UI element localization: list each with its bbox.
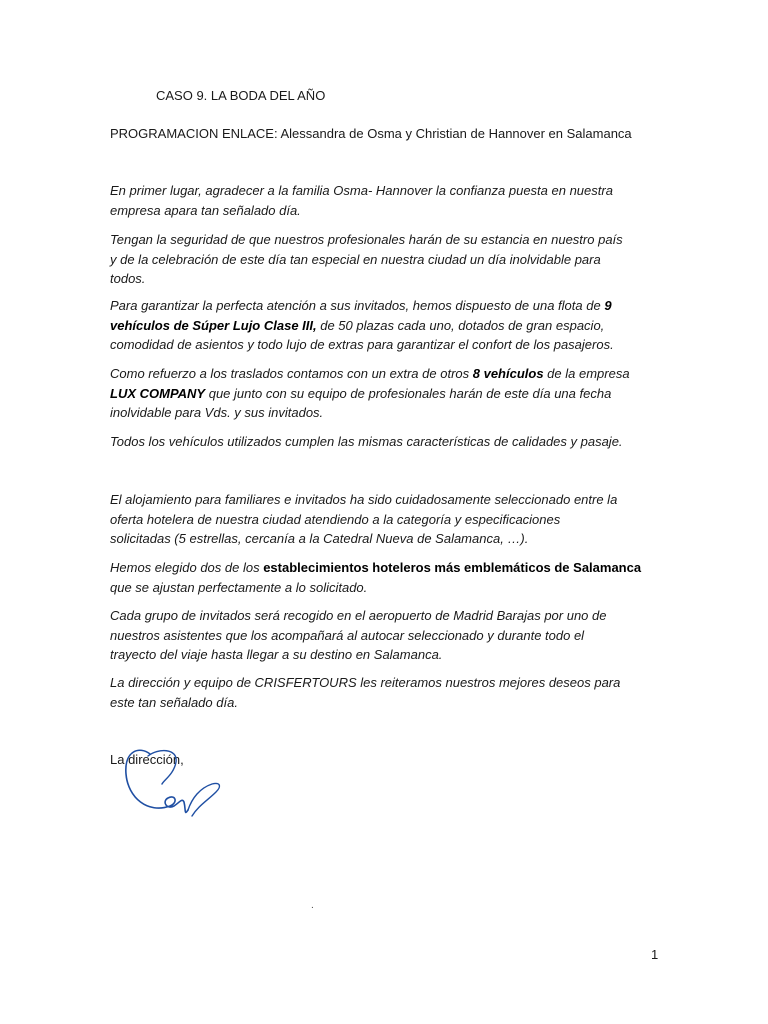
- paragraph-line: En primer lugar, agradecer a la familia Osma- Hannover la confianza puesta en nuestra: [110, 183, 613, 198]
- paragraph-text: de 50 plazas cada uno, dotados de gran espacio,: [316, 317, 605, 333]
- paragraph-line: [110, 558, 670, 578]
- paragraph-line: comodidad de asientos y todo lujo de extras para garantizar el confort de los pasajeros.: [110, 337, 614, 352]
- paragraph-text: Hemos elegido dos de los: [110, 560, 264, 575]
- signature-image: [118, 744, 228, 826]
- paragraph-text: Para garantizar la perfecta atención a sus invitados, hemos dispuesto de una flota de: [110, 298, 601, 313]
- program-line: PROGRAMACION ENLACE: Alessandra de Osma y Christian de Hannover en Salamanca: [110, 126, 632, 141]
- paragraph-line: [110, 296, 670, 316]
- paragraph-reinforcement: [110, 364, 670, 423]
- paragraph-line: y de la celebración de este día tan especial en nuestra ciudad un día inolvidable para: [110, 251, 601, 267]
- paragraph-closing: [110, 673, 670, 712]
- paragraph-line: que se ajustan perfectamente a lo solicitado.: [110, 579, 368, 595]
- paragraph-line: solicitadas (5 estrellas, cercanía a la Catedral Nueva de Salamanca, …).: [110, 531, 529, 546]
- highlight-company: LUX COMPANY: [110, 385, 206, 401]
- paragraph-line: La dirección y equipo de CRISFERTOURS les reiteramos nuestros mejores deseos para: [110, 675, 621, 690]
- paragraph-line: este tan señalado día.: [110, 694, 238, 710]
- paragraph-line: oferta hotelera de nuestra ciudad atendiendo a la categoría y especificaciones: [110, 511, 561, 527]
- highlight-hotels: establecimientos hoteleros más emblemáticos de Salamanca: [263, 560, 642, 575]
- paragraph-fleet: [110, 296, 670, 355]
- paragraph-gratitude: [110, 181, 670, 220]
- paragraph-text: de la empresa: [543, 366, 630, 381]
- signature-stroke-flourish: [148, 751, 176, 784]
- paragraph-line: trayecto del viaje hasta llegar a su destino en Salamanca.: [110, 647, 443, 662]
- paragraph-assurance: [110, 230, 670, 289]
- case-title: CASO 9. LA BODA DEL AÑO: [156, 88, 326, 103]
- highlight-fleet-count: 9: [604, 298, 612, 313]
- stray-mark: .: [311, 900, 314, 911]
- paragraph-line: [110, 364, 670, 384]
- paragraph-vehicle-quality: [110, 432, 670, 452]
- highlight-extra-vehicles: 8 vehículos: [472, 366, 544, 381]
- paragraph-line: nuestros asistentes que los acompañará al autocar seleccionado y durante todo el: [110, 627, 585, 643]
- paragraph-line: [110, 384, 670, 404]
- paragraph-line: empresa apara tan señalado día.: [110, 202, 301, 218]
- signoff-text: La dirección,: [110, 752, 184, 767]
- paragraph-pickup: [110, 606, 670, 665]
- page-number: 1: [651, 947, 659, 962]
- paragraph-line: Cada grupo de invitados será recogido en el aeropuerto de Madrid Barajas por uno de: [110, 608, 607, 623]
- paragraph-text: Como refuerzo a los traslados contamos con un extra de otros: [110, 366, 473, 381]
- signature-stroke-tail: [188, 783, 219, 816]
- paragraph-line: El alojamiento para familiares e invitados ha sido cuidadosamente seleccionado entre la: [110, 492, 618, 507]
- paragraph-accommodation: [110, 490, 670, 549]
- signature-stroke-loop: [126, 750, 188, 812]
- paragraph-line: inolvidable para Vds. y sus invitados.: [110, 405, 324, 420]
- highlight-vehicle-class: vehículos de Súper Lujo Clase III,: [110, 317, 317, 333]
- paragraph-line: Tengan la seguridad de que nuestros profesionales harán de su estancia en nuestro país: [110, 232, 623, 247]
- paragraph-line: todos.: [110, 271, 146, 286]
- paragraph-text: que junto con su equipo de profesionales harán de este día una fecha: [205, 385, 612, 401]
- paragraph-hotels: [110, 558, 670, 597]
- paragraph-line: Todos los vehículos utilizados cumplen las mismas características de calidades y pasaje.: [110, 434, 623, 449]
- paragraph-line: [110, 316, 670, 336]
